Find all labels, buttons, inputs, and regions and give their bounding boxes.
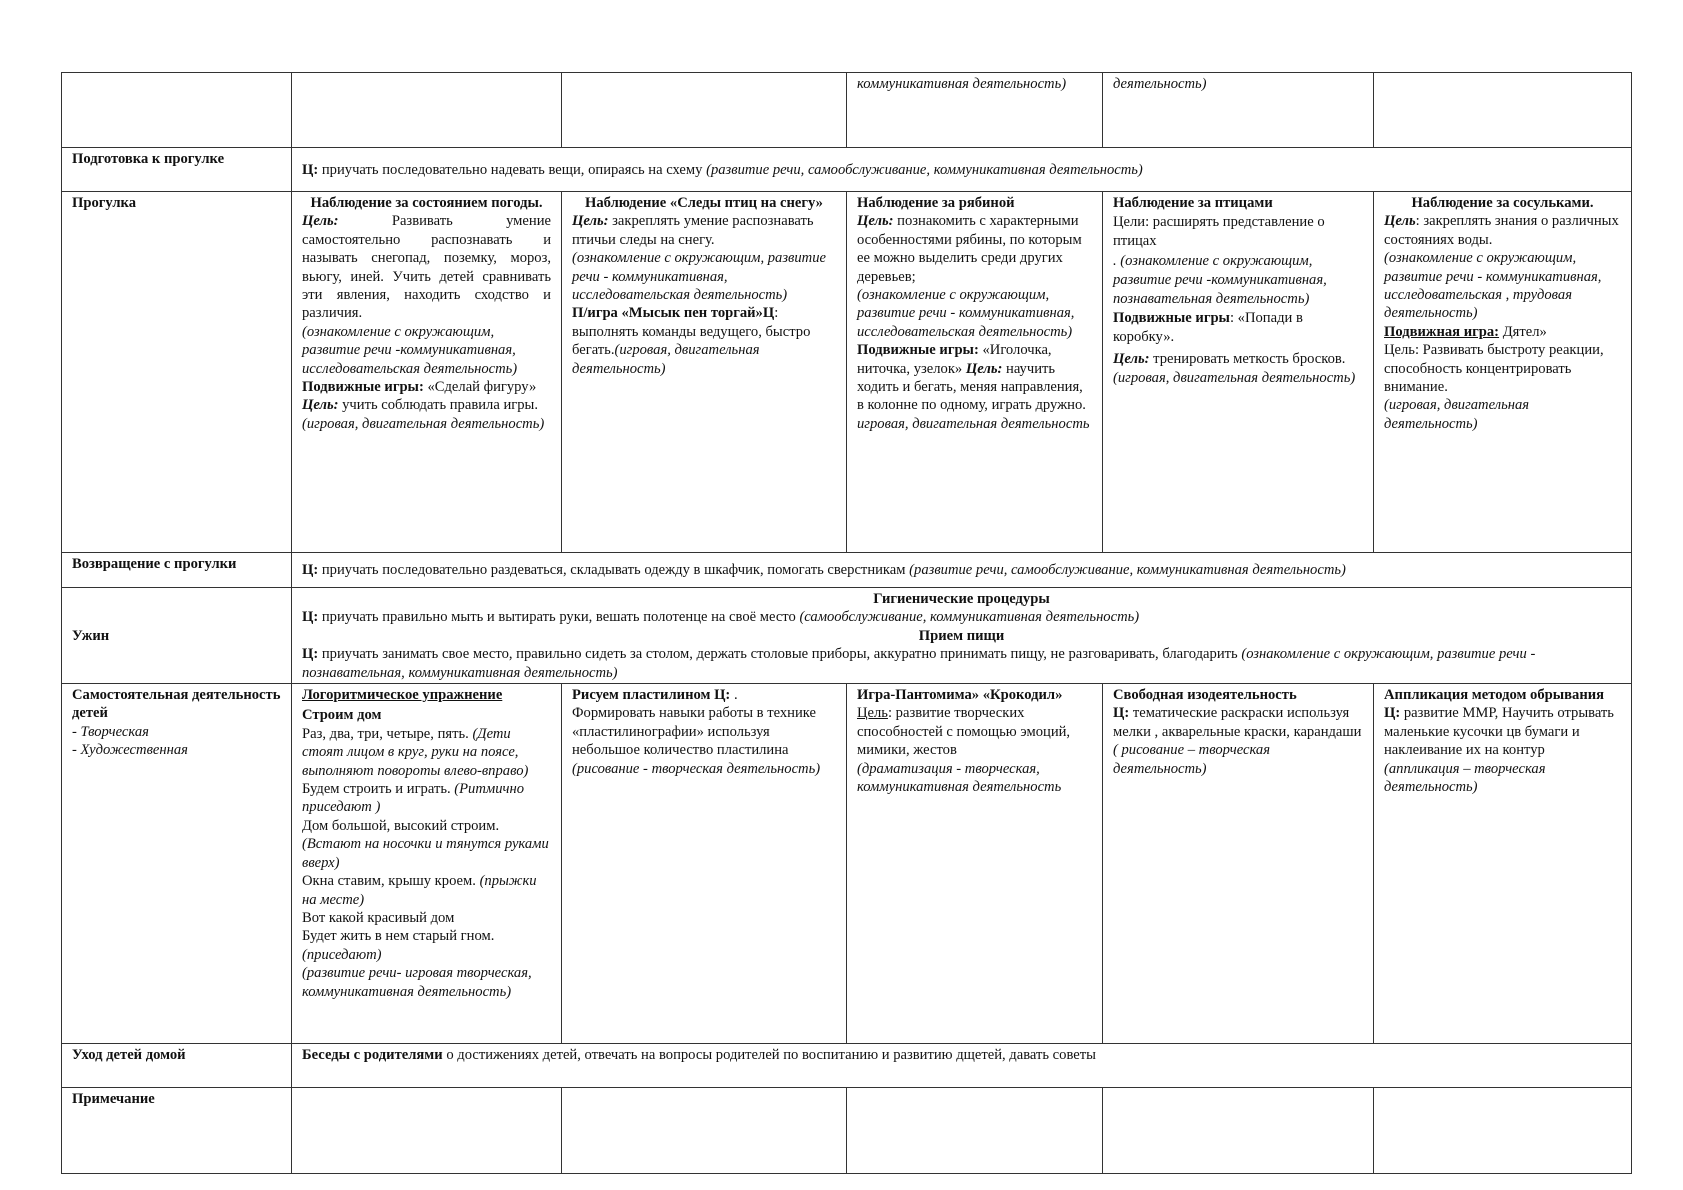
- rowan-game-goal-label: Цель:: [965, 360, 1003, 377]
- walk-return-content: [292, 553, 1632, 588]
- rowan-goal-label: Цель:: [857, 213, 894, 230]
- note-cell-5: [1374, 1088, 1632, 1174]
- drawing-goal: [1113, 704, 1363, 778]
- weather-game: [302, 378, 551, 415]
- icicles-goal: [1384, 212, 1621, 249]
- cont-cell-5: [1374, 73, 1632, 148]
- tracks-goal-text: закреплять умение распознавать птичьи следы на снегу.: [572, 213, 814, 248]
- rowan-game-text: «Иголочка, ниточка, узелок»: [857, 342, 1052, 377]
- meal-text: [302, 645, 1621, 682]
- plasticine-title: Рисуем пластилином Ц:: [572, 687, 731, 704]
- icicles-goal-text: : закреплять знания о различных состояниях воды.: [1384, 213, 1619, 248]
- logo-line-4-italic: (прыжки на месте): [302, 873, 537, 908]
- cont-cell-4: [1103, 73, 1374, 148]
- weather-game-goal: учить соблюдать правила игры.: [338, 397, 538, 414]
- walk-cell-birds: [1103, 192, 1374, 553]
- leaving-bold: Беседы с родителями: [302, 1047, 443, 1064]
- birds-game: [1113, 309, 1363, 347]
- drawing-title: Свободная изодеятельность: [1113, 687, 1297, 704]
- continuation-row: [62, 73, 1632, 148]
- icicles-title: Наблюдение за сосульками.: [1411, 195, 1594, 211]
- birds-activity-2: (игровая, двигательная деятельность): [1113, 369, 1356, 386]
- walk-cell-rowan: [847, 192, 1103, 553]
- birds-title: Наблюдение за птицами: [1113, 195, 1273, 211]
- birds-goal: Цели: расширять представление о птицах: [1113, 214, 1325, 250]
- logo-line-2: [302, 780, 551, 817]
- independent-cell-drawing: [1103, 684, 1374, 1044]
- note-row: [62, 1088, 1632, 1174]
- weather-activity-2: (игровая, двигательная деятельность): [302, 415, 545, 432]
- logo-subtitle: Строим дом: [302, 707, 382, 724]
- leaving-row: [62, 1044, 1632, 1088]
- independent-row: [62, 684, 1632, 1044]
- pantomime-title: Игра-Пантомима» «Крокодил»: [857, 687, 1063, 704]
- walk-row: [62, 192, 1632, 553]
- rowan-game-goal: научить ходить и бегать, меняя направления, в колонне по одному, играть дружно.: [857, 360, 1086, 414]
- walk-prep-row: [62, 148, 1632, 192]
- logo-line-3: Дом большой, высокий строим.: [302, 817, 500, 834]
- applique-title: Аппликация методом обрывания Ц:: [1384, 687, 1605, 722]
- applique-goal: развитие ММР, Научить отрывать маленькие кусочки цв бумаги и наклеивание их на контур: [1384, 705, 1614, 759]
- icicles-game-label: Подвижная игра:: [1384, 323, 1500, 340]
- note-cell-3: [847, 1088, 1103, 1174]
- logo-line-5: Вот какой красивый дом: [302, 909, 455, 926]
- drawing-goal-text: тематические раскраски используя мелки , акварельные краски, карандаши: [1113, 705, 1362, 740]
- weather-game-text: «Сделай фигуру»: [423, 379, 537, 396]
- rowan-activity-1: (ознакомление с окружающим, развитие речи - коммуникативная, исследовательская деятельность): [857, 287, 1075, 340]
- pantomime-goal: [857, 704, 1092, 759]
- note-label: Примечание: [62, 1088, 292, 1174]
- logo-line-2-text: Будем строить и играть.: [302, 781, 455, 798]
- hygiene-italic: (самообслуживание, коммуникативная деятельность): [799, 609, 1140, 626]
- walk-prep-goal-label: Ц:: [302, 161, 319, 178]
- tracks-activity-1: (ознакомление с окружающим, развитие речи - коммуникативная, исследовательская деятельность): [572, 250, 826, 304]
- walk-prep-label: Подготовка к прогулке: [62, 148, 292, 192]
- independent-label: Самостоятельная деятельность детей: [72, 687, 281, 722]
- walk-prep-text: приучать последовательно надевать вещи, опираясь на схему: [318, 161, 707, 178]
- logo-line-3-italic: (Встают на носочки и тянутся руками вверх): [302, 836, 549, 871]
- rowan-goal: [857, 212, 1092, 286]
- logo-line-4: [302, 872, 551, 909]
- birds-activity-1: . (ознакомление с окружающим, развитие речи -коммуникативная, познавательная деятельность): [1113, 252, 1327, 308]
- walk-return-label: Возвращение с прогулки: [62, 553, 292, 588]
- drawing-italic: ( рисование – творческая деятельность): [1113, 742, 1271, 777]
- icicles-goal-label: Цель: [1384, 213, 1416, 230]
- plasticine-title-rest: .: [730, 687, 738, 704]
- cont-cell-2: [562, 73, 847, 148]
- walk-cell-weather: [292, 192, 562, 553]
- independent-sub-artistic: - Художественная: [72, 742, 188, 759]
- plasticine-text-row: [572, 704, 836, 778]
- birds-game-goal-label: Цель:: [1113, 350, 1150, 367]
- note-cell-1: [292, 1088, 562, 1174]
- tracks-game-text: : выполнять команды ведущего, быстро бегать.: [572, 305, 811, 359]
- daily-plan-table: [61, 72, 1632, 1174]
- weather-game-label: Подвижные игры:: [302, 379, 424, 396]
- cont-label-cell: [62, 73, 292, 148]
- icicles-activity-1: (ознакомление с окружающим, развитие речи - коммуникативная, исследовательская , трудовая деятельность): [1384, 250, 1602, 322]
- plasticine-title-row: [572, 686, 836, 704]
- logo-activity: (развитие речи- игровая творческая, коммуникативная деятельность): [302, 965, 532, 1000]
- tracks-goal-label: Цель:: [572, 213, 609, 230]
- rowan-activity-2: игровая, двигательная деятельность: [857, 415, 1090, 432]
- cont-text-4: деятельность): [1113, 76, 1207, 92]
- walk-return-row: [62, 553, 1632, 588]
- walk-cell-tracks: [562, 192, 847, 553]
- walk-return-italic: (развитие речи, самообслуживание, коммуникативная деятельность): [909, 562, 1346, 579]
- walk-return-text: приучать последовательно раздеваться, складывать одежду в шкафчик, помогать сверстникам: [318, 562, 910, 579]
- tracks-game: [572, 304, 836, 378]
- tracks-goal: [572, 212, 836, 249]
- leaving-label: Уход детей домой: [62, 1044, 292, 1088]
- birds-game-label: Подвижные игры: [1113, 310, 1230, 327]
- weather-title: Наблюдение за состоянием погоды.: [310, 195, 543, 211]
- hygiene-goal-text: приучать правильно мыть и вытирать руки, вешать полотенце на своё место: [318, 609, 800, 626]
- rowan-game-label: Подвижные игры:: [857, 342, 979, 359]
- rowan-goal-text: познакомить с характерными особенностями рябины, по которым ее можно выделить среди других деревьев;: [857, 213, 1082, 285]
- meal-goal-text: приучать занимать свое место, правильно сидеть за столом, держать столовые приборы, аккуратно принимать пищу, не разговаривать, благодарить: [318, 646, 1242, 663]
- weather-activity-1: (ознакомление с окружающим, развитие речи -коммуникативная, исследовательская деятельность): [302, 323, 518, 377]
- walk-return-goal-label: Ц:: [302, 562, 319, 579]
- dinner-content: [292, 588, 1632, 684]
- walk-prep-content: [292, 148, 1632, 192]
- pantomime-goal-text: : развитие творческих способностей с помощью эмоций, мимики, жестов: [857, 705, 1071, 759]
- icicles-activity-2: (игровая, двигательная деятельность): [1384, 397, 1530, 432]
- icicles-game: [1384, 323, 1621, 341]
- leaving-content: [292, 1044, 1632, 1088]
- icicles-game-goal: Цель: Развивать быстроту реакции, способность концентрировать внимание.: [1384, 342, 1604, 396]
- meal-italic: (ознакомление с окружающим, развитие речи - познавательная, коммуникативная деятельность): [302, 646, 1536, 681]
- hygiene-title: Гигиенические процедуры: [873, 591, 1050, 607]
- independent-sub-creative: - Творческая: [72, 723, 149, 740]
- logo-line-4-text: Окна ставим, крышу кроем.: [302, 873, 480, 890]
- hygiene-text: [302, 608, 1621, 626]
- note-cell-4: [1103, 1088, 1374, 1174]
- tracks-game-label: П/игра «Мысык пен торгай»Ц: [572, 305, 775, 322]
- weather-game-goal-label: Цель:: [302, 397, 339, 414]
- pantomime-goal-label: Цель: [857, 705, 888, 722]
- logo-title: Логоритмическое упражнение: [302, 687, 503, 704]
- independent-label-cell: [62, 684, 292, 1044]
- logo-line-1-italic: (Дети стоят лицом в круг, руки на поясе, выполняют повороты влево-вправо): [302, 725, 529, 779]
- logo-line-1-text: Раз, два, три, четыре, пять.: [302, 725, 473, 742]
- dinner-label: Ужин: [62, 588, 292, 684]
- meal-goal-label: Ц:: [302, 646, 319, 663]
- walk-cell-icicles: [1374, 192, 1632, 553]
- tracks-title: Наблюдение «Следы птиц на снегу»: [585, 195, 823, 211]
- weather-goal-text: Развивать умение самостоятельно распознавать и называть снегопад, поземку, мороз, вьюгу, иней. Учить детей сравнивать эти явления, находить сходство и различия.: [302, 213, 551, 322]
- logo-line-6: Будет жить в нем старый гном.: [302, 928, 495, 945]
- cont-cell-1: [292, 73, 562, 148]
- walk-label: Прогулка: [62, 192, 292, 553]
- weather-goal: [302, 212, 551, 322]
- hygiene-goal-label: Ц:: [302, 609, 319, 626]
- pantomime-italic: (драматизация - творческая, коммуникативная деятельность: [857, 760, 1062, 796]
- birds-game-text: : «Попади в коробку».: [1113, 310, 1303, 346]
- birds-game-goal-text: тренировать меткость бросков.: [1149, 350, 1346, 367]
- independent-cell-pantomime: [847, 684, 1103, 1044]
- leaving-text: о достижениях детей, отвечать на вопросы родителей по воспитанию и развитию дщетей, давать советы: [442, 1047, 1096, 1064]
- cont-cell-3: [847, 73, 1103, 148]
- logo-line-6-italic: (приседают): [302, 946, 382, 963]
- independent-cell-logorhythmic: [292, 684, 562, 1044]
- meal-title: Прием пищи: [918, 627, 1005, 644]
- icicles-game-text: Дятел»: [1499, 323, 1547, 340]
- independent-cell-plasticine: [562, 684, 847, 1044]
- cont-text-3: коммуникативная деятельность): [857, 76, 1067, 92]
- plasticine-text: Формировать навыки работы в технике «пластилинографии» используя небольшое количество пластилина: [572, 705, 817, 759]
- dinner-row: [62, 588, 1632, 684]
- independent-cell-applique: [1374, 684, 1632, 1044]
- logo-line-2-italic: (Ритмично приседают ): [302, 781, 525, 816]
- rowan-game: [857, 341, 1092, 415]
- plasticine-italic: (рисование - творческая деятельность): [572, 760, 821, 777]
- walk-prep-italic: (развитие речи, самообслуживание, коммуникативная деятельность): [706, 161, 1143, 178]
- rowan-title: Наблюдение за рябиной: [857, 195, 1015, 211]
- logo-line-1: [302, 725, 551, 780]
- applique-text: [1384, 686, 1621, 760]
- drawing-goal-label: Ц:: [1113, 705, 1130, 722]
- birds-game-goal: [1113, 350, 1363, 369]
- tracks-activity-2: (игровая, двигательная деятельность): [572, 342, 760, 377]
- note-cell-2: [562, 1088, 847, 1174]
- applique-italic: (аппликация – творческая деятельность): [1384, 760, 1546, 796]
- weather-goal-label: Цель:: [302, 213, 339, 230]
